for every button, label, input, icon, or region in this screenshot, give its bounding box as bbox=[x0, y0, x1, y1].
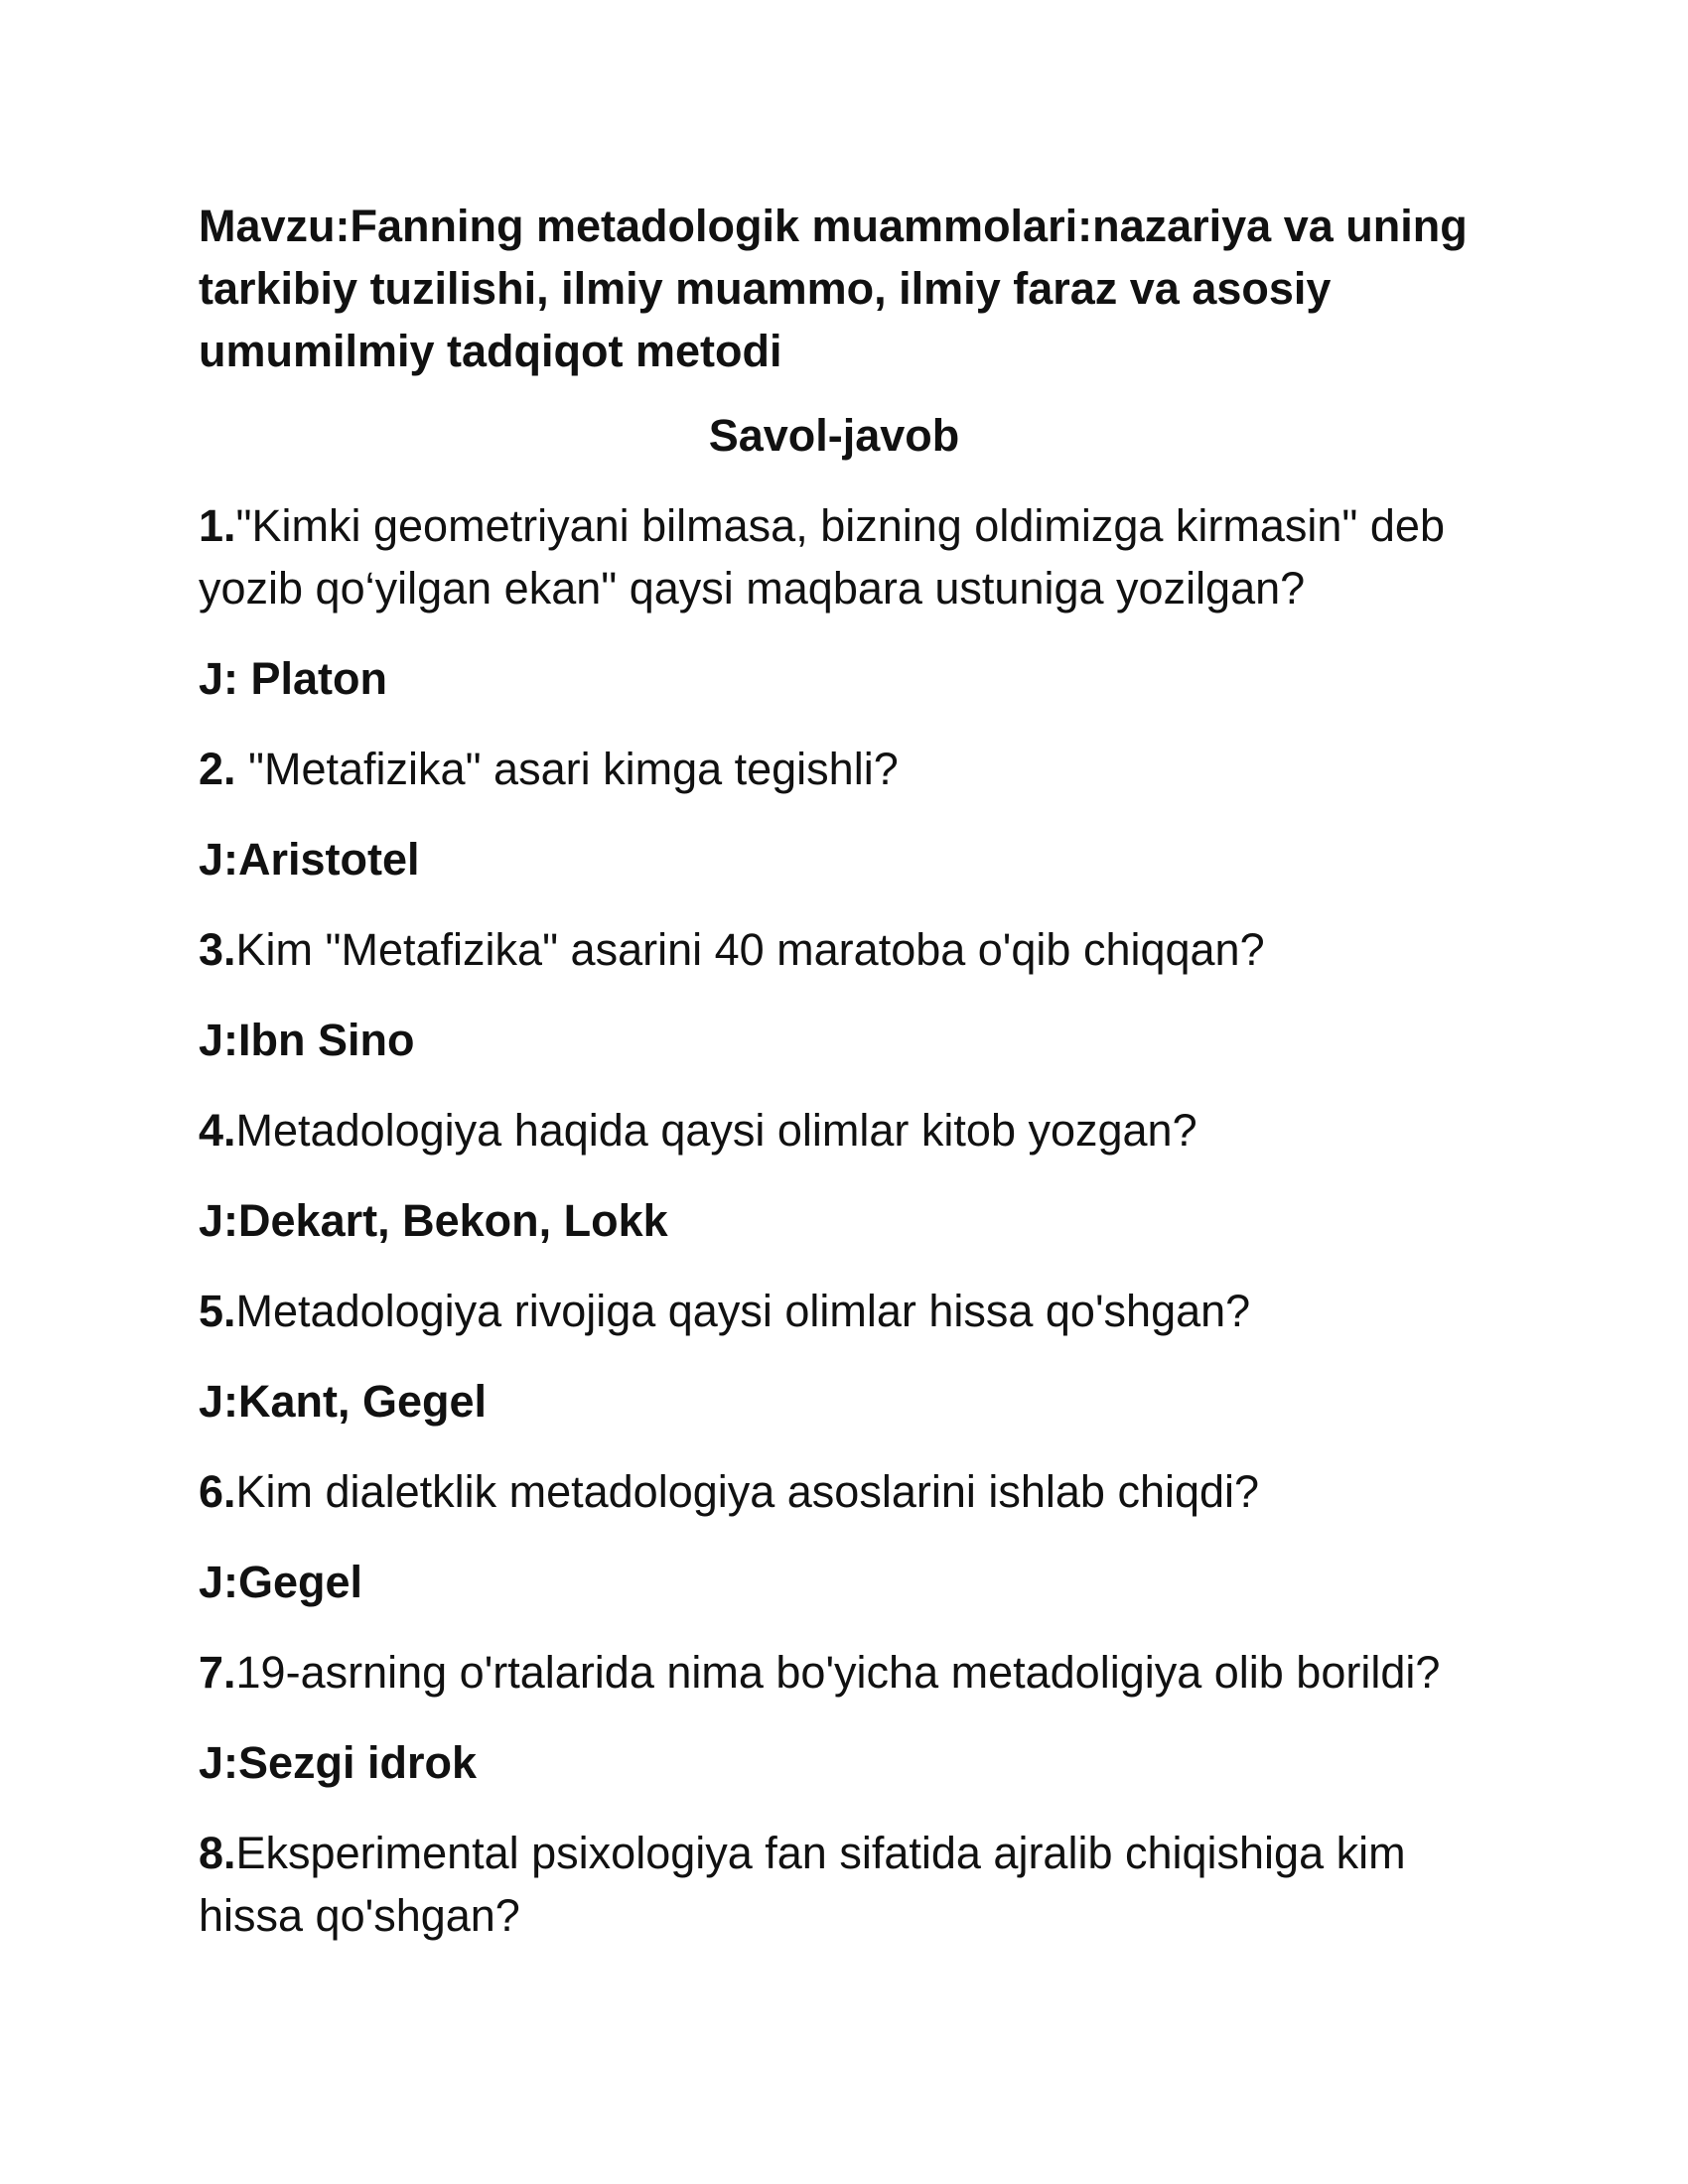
qa-item-6 bbox=[199, 1460, 1489, 1613]
document-subtitle: Savol-javob bbox=[708, 410, 960, 461]
question-number: 3. bbox=[199, 924, 236, 975]
question-2 bbox=[199, 738, 1489, 800]
question-number: 5. bbox=[199, 1286, 236, 1336]
question-text: Eksperimental psixologiya fan sifatida ajralib chiqishiga kim hissa qo'shgan? bbox=[199, 1828, 1406, 1941]
question-6 bbox=[199, 1460, 1489, 1523]
question-number: 1. bbox=[199, 500, 236, 551]
qa-item-7 bbox=[199, 1641, 1489, 1794]
question-7 bbox=[199, 1641, 1489, 1704]
question-text: Kim dialetklik metadologiya asoslarini ishlab chiqdi? bbox=[235, 1466, 1260, 1517]
answer-1: J: Platon bbox=[199, 653, 388, 704]
question-number: 6. bbox=[199, 1466, 236, 1517]
answer-2: J:Aristotel bbox=[199, 834, 420, 885]
qa-item-5 bbox=[199, 1280, 1489, 1433]
question-3 bbox=[199, 918, 1489, 981]
answer-6: J:Gegel bbox=[199, 1557, 363, 1607]
question-4 bbox=[199, 1099, 1489, 1161]
question-text: Metadologiya haqida qaysi olimlar kitob yozgan? bbox=[235, 1105, 1197, 1156]
qa-item-8 bbox=[199, 1822, 1489, 1947]
question-number: 4. bbox=[199, 1105, 236, 1156]
question-text: "Metafizika" asari kimga tegishli? bbox=[235, 744, 899, 794]
answer-3: J:Ibn Sino bbox=[199, 1015, 415, 1065]
answer-7: J:Sezgi idrok bbox=[199, 1737, 478, 1788]
answer-5: J:Kant, Gegel bbox=[199, 1376, 488, 1427]
question-number: 7. bbox=[199, 1647, 236, 1698]
question-1 bbox=[199, 494, 1489, 619]
question-5 bbox=[199, 1280, 1489, 1342]
document-page bbox=[199, 195, 1489, 1947]
question-text: Kim "Metafizika" asarini 40 maratoba o'qib chiqqan? bbox=[235, 924, 1265, 975]
qa-item-1 bbox=[199, 494, 1489, 710]
question-number: 2. bbox=[199, 744, 236, 794]
qa-item-2 bbox=[199, 738, 1489, 890]
question-text: Metadologiya rivojiga qaysi olimlar hissa qo'shgan? bbox=[235, 1286, 1251, 1336]
question-text: 19-asrning o'rtalarida nima bo'yicha metadoligiya olib borildi? bbox=[235, 1647, 1441, 1698]
qa-item-4 bbox=[199, 1099, 1489, 1252]
question-8 bbox=[199, 1822, 1489, 1947]
document-title: Mavzu:Fanning metadologik muammolari:nazariya va uning tarkibiy tuzilishi, ilmiy muammo, ilmiy faraz va asosiy umumilmiy tadqiqot metodi bbox=[199, 201, 1468, 376]
qa-item-3 bbox=[199, 918, 1489, 1071]
answer-4: J:Dekart, Bekon, Lokk bbox=[199, 1195, 668, 1246]
question-text: "Kimki geometriyani bilmasa, bizning oldimizga kirmasin" deb yozib qo‘yilgan ekan" qaysi maqbara ustuniga yozilgan? bbox=[199, 500, 1445, 614]
question-number: 8. bbox=[199, 1828, 236, 1878]
